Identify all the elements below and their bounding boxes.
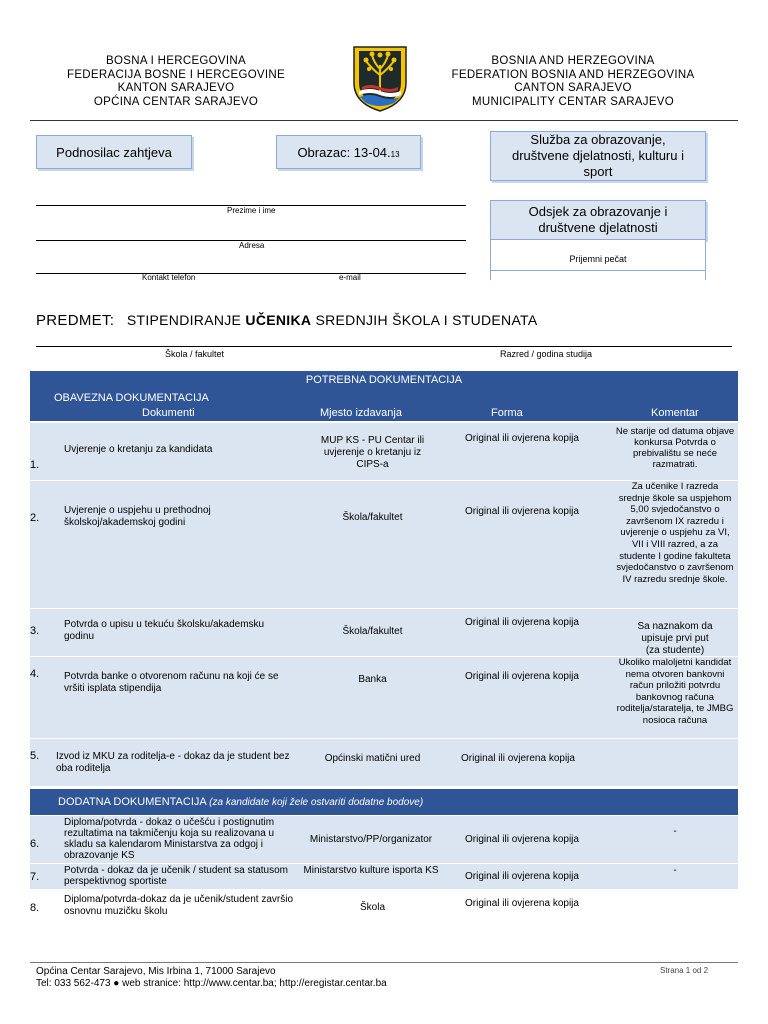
- row-comment: -: [673, 826, 677, 837]
- row-document: Uvjerenje o uspjehu u prethodnoj školskoj/akademskoj godini: [64, 505, 211, 528]
- row-form: Original ili ovjerena kopija: [465, 506, 579, 517]
- applicant-label: Podnosilac zahtjeva: [56, 144, 172, 160]
- header-right-line: BOSNIA AND HERZEGOVINA: [491, 55, 655, 67]
- row-form: Original ili ovjerena kopija: [465, 898, 579, 909]
- col-documents: Dokumenti: [142, 407, 195, 419]
- additional-title: DODATNA DOKUMENTACIJA: [58, 796, 207, 808]
- table-row: [30, 656, 738, 738]
- row-document: Diploma/potvrda-dokaz da je učenik/student završio osnovnu muzičku školu: [64, 894, 294, 917]
- crest-icon: [350, 43, 410, 113]
- stamp-divider: [490, 270, 706, 271]
- footer-contact: Tel: 033 562-473 ● web stranice: http://www.centar.ba; http://eregistar.centar.ba: [36, 978, 387, 989]
- row-document: Izvod iz MKU za roditelja-e - dokaz da je student bez oba roditelja: [56, 751, 290, 774]
- row-place: Škola/fakultet: [342, 626, 403, 637]
- row-document: Potvrda - dokaz da je učenik / student sa statusom perspektivnog sportiste: [64, 865, 289, 887]
- row-comment: -: [673, 865, 677, 876]
- page-number: Strana 1 od 2: [660, 966, 709, 975]
- form-number-box: [276, 135, 421, 169]
- row-document: Potvrda banke o otvorenom računu na koji će se vršiti isplata stipendija: [64, 671, 279, 694]
- table-title: POTREBNA DOKUMENTACIJA: [30, 371, 738, 391]
- subject-post: SREDNJIH ŠKOLA I STUDENATA: [315, 312, 538, 328]
- row-number: 3.: [30, 625, 40, 637]
- row-comment: Za učenike I razreda srednje škole sa uspjehom 5,00 svjedočanstvo o završenom IX razredu i uvjerenje o uspjehu za VI, VII i VIII razred, a za studente I godine fakulteta svjedočanstvo o završenom IV razredu srednje škole.: [616, 481, 734, 585]
- school-field-label: Škola / fakultet: [165, 349, 225, 359]
- row-form: Original ili ovjerena kopija: [465, 671, 579, 682]
- table-row: [30, 480, 738, 608]
- header-right-block: [448, 55, 698, 109]
- applicant-box: [36, 135, 192, 169]
- row-number: 1.: [30, 459, 40, 471]
- header-divider: [30, 120, 738, 121]
- phone-field-label: Kontakt telefon: [142, 273, 196, 282]
- contact-field-line[interactable]: [36, 273, 466, 274]
- table-row: [30, 815, 738, 863]
- footer: [36, 966, 387, 990]
- row-place: Banka: [358, 674, 387, 685]
- header-right-line: CANTON SARAJEVO: [514, 82, 632, 94]
- row-document: Potvrda o upisu u tekuću školsku/akademsku godinu: [64, 619, 265, 642]
- mandatory-section-title: OBAVEZNA DOKUMENTACIJA: [30, 391, 738, 405]
- grade-field-label: Razred / godina studija: [500, 349, 593, 359]
- stamp-label: Prijemni pečat: [569, 254, 627, 264]
- table-row: [30, 738, 738, 786]
- subject-pre: STIPENDIRANJE: [126, 312, 242, 328]
- row-form: Original ili ovjerena kopija: [465, 433, 579, 444]
- stamp-box: [490, 240, 706, 280]
- row-number: 6.: [30, 838, 40, 850]
- service-box: [490, 131, 706, 181]
- footer-address: Općina Centar Sarajevo, Mis Irbina 1, 71000 Sarajevo: [36, 966, 276, 977]
- header-left-line: BOSNA I HERCEGOVINA: [106, 55, 246, 67]
- row-comment: Sa naznakom da upisuje prvi put (za studente): [637, 621, 713, 656]
- header-right-line: FEDERATION BOSNIA AND HERZEGOVINA: [451, 68, 695, 81]
- row-place: Općinski matični ured: [324, 753, 421, 764]
- department-label: Odsjek za obrazovanje i društvene djelatnosti: [528, 204, 668, 235]
- table-row: [30, 608, 738, 656]
- subject-prefix: PREDMET:: [36, 312, 115, 329]
- col-place: Mjesto izdavanja: [320, 407, 402, 419]
- form-number-label: Obrazac: 13-04.: [297, 144, 391, 160]
- row-form: Original ili ovjerena kopija: [465, 834, 579, 845]
- address-field-label: Adresa: [239, 241, 265, 250]
- row-number: 4.: [30, 668, 40, 680]
- header-left-line: OPĆINA CENTAR SARAJEVO: [93, 95, 259, 108]
- row-comment: Ne starije od datuma objave konkursa Potvrda o prebivalištu se neće razmatrati.: [615, 426, 735, 470]
- table-row: [30, 889, 738, 923]
- name-field-label: Prezime i ime: [227, 206, 276, 215]
- school-field-line[interactable]: [36, 346, 732, 347]
- table-row: [30, 422, 738, 480]
- email-field-label: e-mail: [339, 273, 361, 282]
- header-left-line: FEDERACIJA BOSNE I HERCEGOVINE: [67, 68, 285, 81]
- header-right-line: MUNICIPALITY CENTAR SARAJEVO: [471, 95, 675, 108]
- service-label: Služba za obrazovanje, društvene djelatnosti, kulturu i sport: [512, 132, 684, 179]
- form-number-suffix: 13: [390, 149, 400, 159]
- header-left-line: KANTON SARAJEVO: [117, 82, 235, 94]
- row-document: Uvjerenje o kretanju za kandidata: [64, 444, 213, 455]
- table-row: [30, 863, 738, 889]
- row-number: 7.: [30, 871, 40, 883]
- subject-bold: UČENIKA: [245, 312, 312, 328]
- col-comment: Komentar: [651, 407, 699, 419]
- row-form: Original ili ovjerena kopija: [461, 753, 575, 764]
- additional-section-title: [30, 789, 738, 815]
- row-place: Ministarstvo kulture isporta KS: [303, 865, 439, 876]
- row-place: Škola: [359, 902, 385, 913]
- row-form: Original ili ovjerena kopija: [465, 871, 579, 882]
- row-place: Škola/fakultet: [342, 512, 403, 523]
- header-left-block: [60, 55, 292, 109]
- row-number: 8.: [30, 902, 40, 914]
- col-form: Forma: [491, 407, 523, 419]
- row-number: 5.: [30, 750, 40, 762]
- row-place: MUP KS - PU Centar ili uvjerenje o kretanju iz CIPS-a: [320, 435, 425, 470]
- department-box: [490, 200, 706, 240]
- row-place: Ministarstvo/PP/organizator: [309, 834, 433, 845]
- row-document: Diploma/potvrda - dokaz o učešću i postignutim rezultatima na takmičenju koja su realizovana u skladu sa kalendarom Ministarstva za odgoj i obrazovanje KS: [64, 817, 275, 861]
- subject-line: [36, 312, 538, 329]
- row-form: Original ili ovjerena kopija: [465, 617, 579, 628]
- row-comment: Ukoliko maloljetni kandidat nema otvoren bankovni račun priložiti potvrdu bankovnog računa roditelja/staratelja, te JMBG nosioca računa: [616, 657, 734, 726]
- row-number: 2.: [30, 512, 40, 524]
- footer-divider: [30, 962, 738, 963]
- table-header-row: [30, 405, 738, 421]
- additional-note: (za kandidate koji žele ostvariti dodatne bodove): [209, 797, 424, 808]
